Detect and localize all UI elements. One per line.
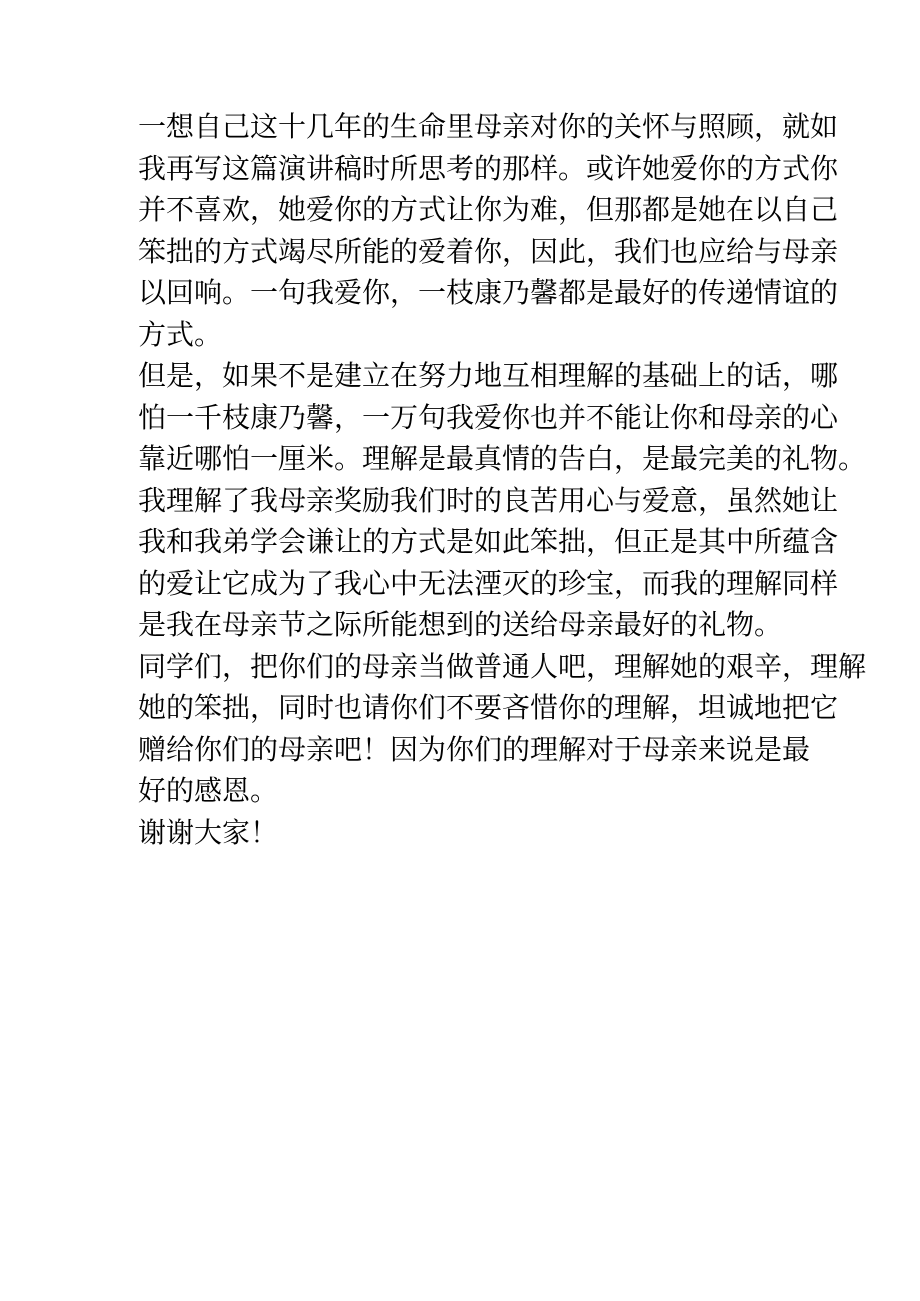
text-line: 笨拙的方式竭尽所能的爱着你，因此，我们也应给与母亲 — [138, 234, 839, 268]
text-line: 方式。 — [138, 317, 223, 351]
text-line: 一想自己这十几年的生命里母亲对你的关怀与照顾，就如 — [138, 110, 839, 143]
text-line: 好的感恩。 — [138, 774, 279, 807]
text-line: 怕一千枝康乃馨，一万句我爱你也并不能让你和母亲的心 — [138, 400, 839, 434]
text-line: 谢谢大家！ — [138, 815, 279, 849]
text-line: 赠给你们的母亲吧！因为你们的理解对于母亲来说是最 — [138, 732, 811, 766]
text-line: 同学们，把你们的母亲当做普通人吧，理解她的艰辛，理解 — [138, 649, 867, 683]
text-line: 但是，如果不是建立在努力地互相理解的基础上的话，哪 — [138, 359, 839, 392]
text-line: 是我在母亲节之际所能想到的送给母亲最好的礼物。 — [138, 608, 783, 641]
text-line: 我理解了我母亲奖励我们时的良苦用心与爱意，虽然她让 — [138, 483, 839, 517]
text-line: 靠近哪怕一厘米。理解是最真情的告白，是最完美的礼物。 — [138, 442, 867, 475]
text-line: 我再写这篇演讲稿时所思考的那样。或许她爱你的方式你 — [138, 151, 839, 185]
text-line: 以回响。一句我爱你，一枝康乃馨都是最好的传递情谊的 — [138, 276, 839, 309]
text-line: 的爱让它成为了我心中无法湮灭的珍宝，而我的理解同样 — [138, 566, 839, 600]
speech-text — [138, 106, 867, 853]
text-line: 我和我弟学会谦让的方式是如此笨拙，但正是其中所蕴含 — [138, 525, 839, 558]
text-line: 她的笨拙，同时也请你们不要吝惜你的理解，坦诚地把它 — [138, 691, 839, 724]
text-line: 并不喜欢，她爱你的方式让你为难，但那都是她在以自己 — [138, 193, 839, 226]
